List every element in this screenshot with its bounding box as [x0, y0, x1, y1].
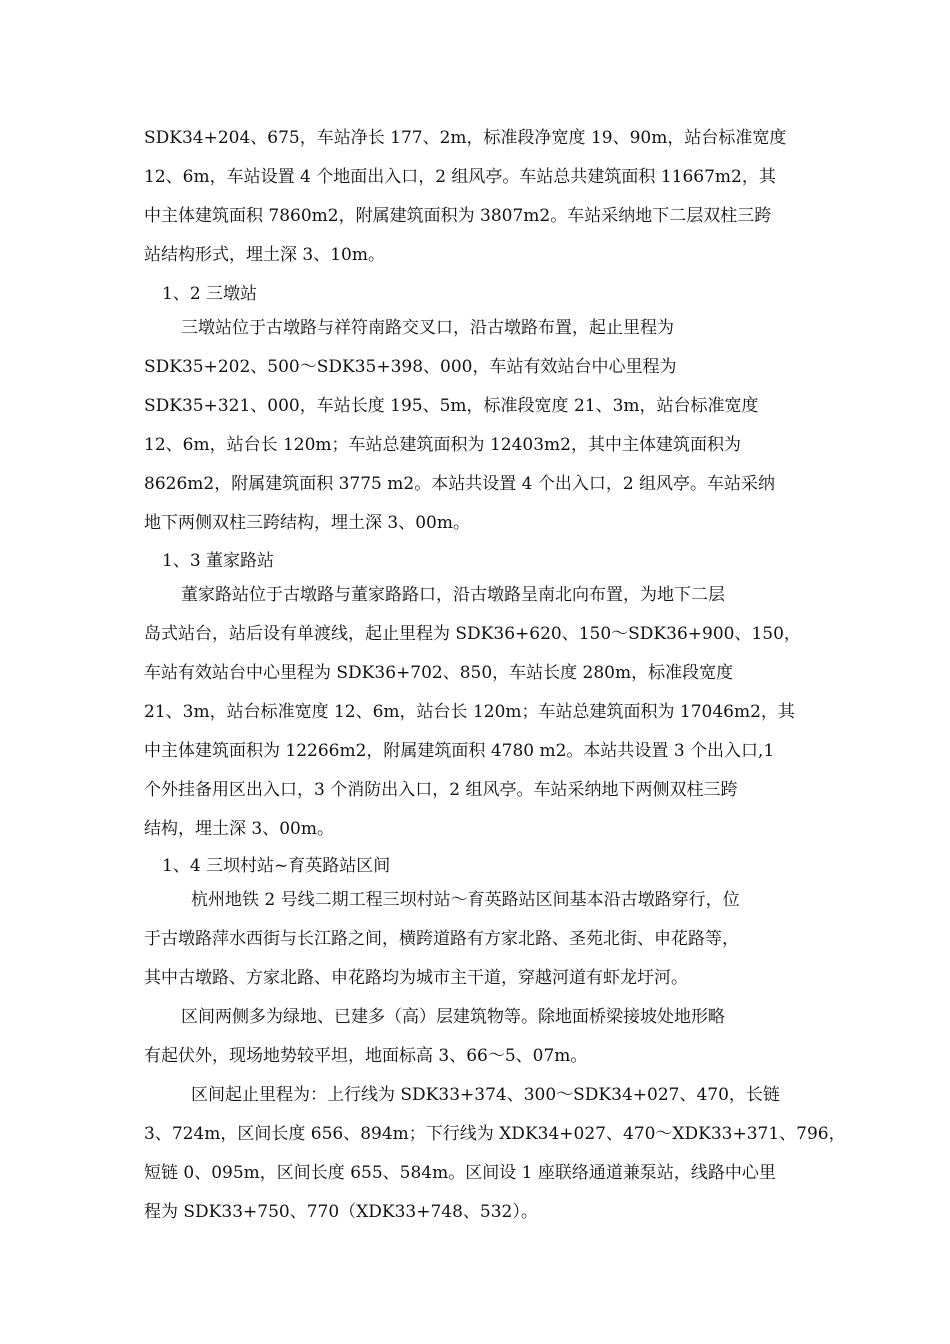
text-line: 区间起止里程为：上行线为 SDK33+374、300～SDK34+027、470，长链 — [191, 1085, 780, 1105]
text-line: 结构，埋土深 3、00m。 — [144, 819, 334, 839]
section-heading: 1、2 三墩站 — [162, 284, 258, 304]
text-line: 12、6m，车站设置 4 个地面出入口，2 组风亭。车站总共建筑面积 11667m2，其 — [144, 167, 776, 187]
text-line: 岛式站台，站后设有单渡线，起止里程为 SDK36+620、150～SDK36+900、150， — [144, 624, 801, 644]
text-line: 站结构形式，埋土深 3、10m。 — [144, 245, 385, 265]
text-line: 3、724m，区间长度 656、894m；下行线为 XDK34+027、470～XDK33+371、796， — [144, 1124, 846, 1144]
text-line: 有起伏外，现场地势较平坦，地面标高 3、66～5、07m。 — [144, 1046, 588, 1066]
text-line: 地下两侧双柱三跨结构，埋土深 3、00m。 — [144, 513, 470, 533]
text-line: SDK35+202、500～SDK35+398、000，车站有效站台中心里程为 — [144, 357, 677, 377]
text-line: 三墩站位于古墩路与祥符南路交叉口，沿古墩路布置，起止里程为 — [181, 318, 674, 338]
text-line: SDK34+204、675，车站净长 177、2m，标准段净宽度 19、90m，站台标准宽度 — [144, 128, 787, 148]
text-line: 12、6m，站台长 120m；车站总建筑面积为 12403m2，其中主体建筑面积为 — [144, 435, 741, 455]
text-line: 于古墩路萍水西街与长江路之间，横跨道路有方家北路、圣苑北街、申花路等， — [144, 929, 739, 949]
text-line: 21、3m，站台标准宽度 12、6m，站台长 120m；车站总建筑面积为 17046m2，其 — [144, 702, 795, 722]
text-line: 董家路站位于古墩路与董家路路口，沿古墩路呈南北向布置，为地下二层 — [181, 585, 725, 605]
text-line: 杭州地铁 2 号线二期工程三坝村站～育英路站区间基本沿古墩路穿行，位 — [191, 890, 740, 910]
text-line: 中主体建筑面积为 12266m2，附属建筑面积 4780 m2。本站共设置 3 个出入口,1 — [144, 741, 775, 761]
text-line: 程为 SDK33+750、770（XDK33+748、532）。 — [144, 1202, 538, 1222]
text-line: 个外挂备用区出入口，3 个消防出入口，2 组风亭。车站采纳地下两侧双柱三跨 — [144, 780, 738, 800]
text-line: 车站有效站台中心里程为 SDK36+702、850，车站长度 280m，标准段宽度 — [144, 663, 734, 683]
text-line: 区间两侧多为绿地、已建多（高）层建筑物等。除地面桥梁接坡处地形略 — [181, 1007, 725, 1027]
text-line: SDK35+321、000，车站长度 195、5m，标准段宽度 21、3m，站台标准宽度 — [144, 396, 759, 416]
section-heading: 1、3 董家路站 — [162, 551, 275, 571]
text-line: 8626m2，附属建筑面积 3775 m2。本站共设置 4 个出入口，2 组风亭。车站采纳 — [144, 474, 776, 494]
section-heading: 1、4 三坝村站~育英路站区间 — [162, 856, 391, 876]
text-line: 中主体建筑面积 7860m2，附属建筑面积为 3807m2。车站采纳地下二层双柱三跨 — [144, 206, 772, 226]
text-line: 短链 0、095m，区间长度 655、584m。区间设 1 座联络通道兼泵站，线路中心里 — [144, 1163, 776, 1183]
text-line: 其中古墩路、方家北路、申花路均为城市主干道，穿越河道有虾龙圩河。 — [144, 968, 688, 988]
